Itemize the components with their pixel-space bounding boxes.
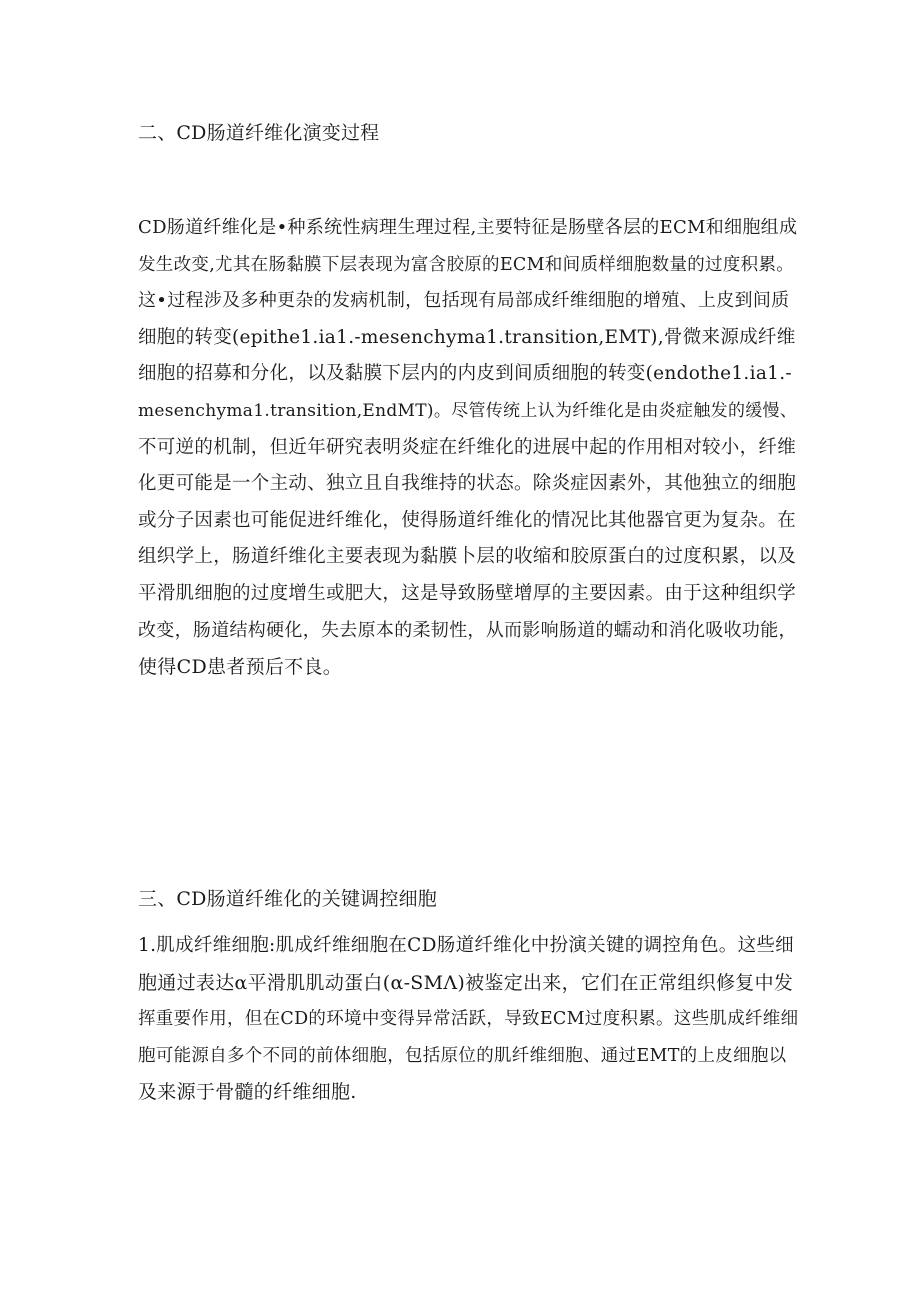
- paragraph-line: 改变，肠道结构硬化，失去原本的柔韧性，从而影响肠道的蠕动和消化吸收功能，: [138, 619, 797, 641]
- paragraph-line: 不可逆的机制，但近年研究表明炎症在纤维化的进展中起的作用相对较小，纤维: [138, 436, 797, 458]
- paragraph-line: CD肠道纤维化是•种系统性病理生理过程,主要特征是肠壁各层的ECM和细胞组成: [138, 217, 798, 238]
- paragraph-line: 胞可能源自多个不同的前体细胞，包括原位的肌纤维细胞、通过EMT的上皮细胞以: [138, 1045, 787, 1066]
- paragraph-line: 及来源于骨髓的纤维细胞.: [138, 1081, 357, 1104]
- section-3-heading: 三、CD肠道纤维化的关键调控细胞: [138, 888, 437, 910]
- section-2-paragraph: [138, 210, 798, 686]
- paragraph-line: 这•过程涉及多种更杂的发病机制，包括现有局部成纤维细胞的增殖、上皮到间质: [138, 290, 790, 312]
- section-3-paragraph: [138, 928, 798, 1111]
- paragraph-line: 细胞的转变(epithe1.ia1.-mesenchyma1.transition,EMT),骨微来源成纤维: [138, 326, 796, 348]
- paragraph-line: 1.肌成纤维细胞:肌成纤维细胞在CD肠道纤维化中扮演关键的调控角色。这些细: [138, 935, 794, 956]
- paragraph-line: 挥重要作用，但在CD的环境中变得异常活跃，导致ECM过度积累。这些肌成纤维细: [138, 1009, 799, 1030]
- paragraph-line: 发生改变,尤其在肠黏膜下层表现为富含胶原的ECM和间质样细胞数量的过度积累。: [138, 254, 795, 275]
- paragraph-line: mesenchyma1.transition,EndMT)。尽管传统上认为纤维化是由炎症触发的缓慢、: [138, 400, 798, 421]
- paragraph-line: 组织学上，肠道纤维化主要表现为黏膜卜层的收缩和胶原蛋白的过度积累，以及: [138, 546, 797, 568]
- section-2-heading: 二、CD肠道纤维化演变过程: [138, 122, 380, 144]
- paragraph-line: 平滑肌细胞的过度增生或肥大，这是导致肠壁增厚的主要因素。由于这种组织学: [138, 582, 797, 604]
- paragraph-line: 使得CD患者预后不良。: [138, 656, 343, 679]
- paragraph-line: 胞通过表达α平滑肌肌动蛋白(α-SMΛ)被鉴定出来，它们在正常组织修复中发: [138, 971, 794, 994]
- paragraph-line: 细胞的招募和分化，以及黏膜下层内的内皮到间质细胞的转变(endothe1.ia1.-: [138, 363, 792, 385]
- paragraph-line: 化更可能是一个主动、独立且自我维持的状态。除炎症因素外，其他独立的细胞: [138, 473, 797, 495]
- paragraph-line: 或分子因素也可能促进纤维化，使得肠道纤维化的情况比其他器官更为复杂。在: [138, 509, 797, 531]
